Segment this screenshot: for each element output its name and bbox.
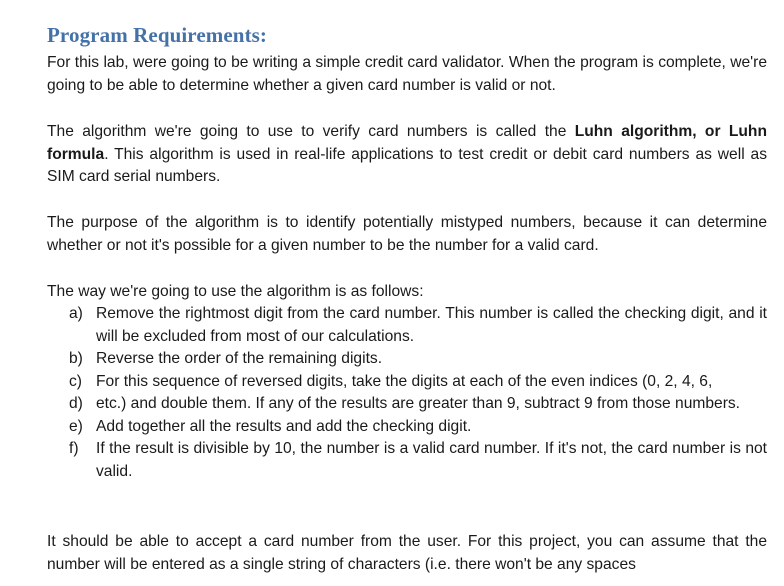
list-item xyxy=(47,303,767,348)
list-item-text: Remove the rightmost digit from the card number. This number is called the checking digit, and it will be excluded from most of our calculations. xyxy=(96,305,767,345)
closing-paragraph: It should be able to accept a card number from the user. For this project, you can assume that the number will be entered as a single string of characters (i.e. there won't be any spaces xyxy=(47,533,767,573)
list-marker: e) xyxy=(69,417,83,435)
list-item-text: Reverse the order of the remaining digits. xyxy=(96,350,383,367)
list-item xyxy=(47,416,767,439)
list-item xyxy=(47,393,767,416)
list-item-text: etc.) and double them. If any of the results are greater than 9, subtract 9 from those numbers. xyxy=(96,395,741,412)
list-marker: f) xyxy=(69,440,79,457)
list-item-text: If the result is divisible by 10, the number is a valid card number. If it's not, the card number is not valid. xyxy=(96,440,767,480)
algorithm-prefix: The algorithm we're going to use to verify card numbers is called the xyxy=(47,123,575,140)
steps-list xyxy=(47,303,767,483)
list-item-text: For this sequence of reversed digits, take the digits at each of the even indices (0, 2, 4, 6, xyxy=(96,372,713,390)
list-marker: c) xyxy=(69,372,82,390)
list-marker: b) xyxy=(69,350,83,367)
intro-paragraph: For this lab, were going to be writing a simple credit card validator. When the program is complete, we're going to be able to determine whether a given card number is valid or not. xyxy=(47,54,767,94)
list-marker: d) xyxy=(69,395,83,412)
section-heading: Program Requirements: xyxy=(47,23,268,47)
steps-intro: The way we're going to use the algorithm is as follows: xyxy=(47,283,424,300)
list-item xyxy=(47,438,767,483)
list-marker: a) xyxy=(69,305,83,322)
algorithm-suffix: . This algorithm is used in real-life applications to test credit or debit card numbers as well as SIM card serial numbers. xyxy=(47,145,767,185)
list-item-text: Add together all the results and add the checking digit. xyxy=(96,417,472,435)
list-item xyxy=(47,371,767,394)
purpose-paragraph: The purpose of the algorithm is to identify potentially mistyped numbers, because it can determine whether or not it's possible for a given number to be the number for a valid card. xyxy=(47,214,767,254)
list-item xyxy=(47,348,767,371)
algorithm-paragraph xyxy=(47,121,767,189)
algorithm-name: Luhn algorithm, or Luhn formula xyxy=(47,123,767,163)
